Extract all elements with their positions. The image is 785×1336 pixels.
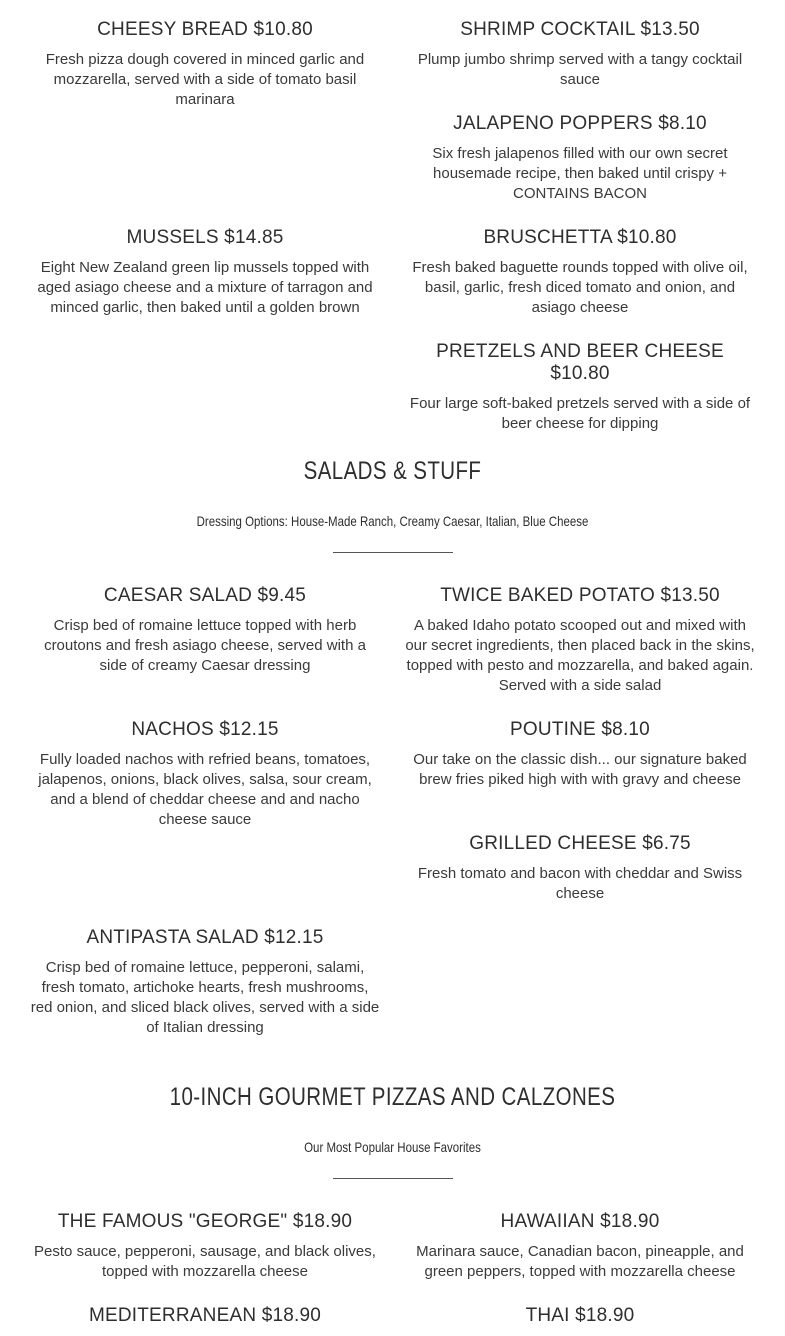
item-description: Crisp bed of romaine lettuce topped with herb croutons and fresh asiago cheese, served with a side of creamy Caesar dressing xyxy=(44,617,366,674)
menu-item-twice-baked-potato xyxy=(405,585,755,696)
item-title: HAWAIIAN $18.90 xyxy=(500,1211,660,1232)
menu-item-poutine xyxy=(405,719,755,790)
item-title: THAI $18.90 xyxy=(525,1305,635,1326)
item-description: A baked Idaho potato scooped out and mixed with our secret ingredients, then placed back in the skins, topped with pesto and mozzarella, and baked again. Served with a side salad xyxy=(405,617,755,694)
item-title: CAESAR SALAD $9.45 xyxy=(103,585,307,606)
item-title: TWICE BAKED POTATO $13.50 xyxy=(440,585,720,606)
item-title: CHEESY BREAD $10.80 xyxy=(97,19,313,40)
item-title: MEDITERRANEAN $18.90 xyxy=(88,1305,322,1326)
section-divider xyxy=(333,552,453,553)
menu-item-mediterranean-pizza xyxy=(30,1305,380,1327)
item-title: MUSSELS $14.85 xyxy=(126,227,284,248)
item-description: Fresh baked baguette rounds topped with olive oil, basil, garlic, fresh diced tomato and onion, and asiago cheese xyxy=(412,259,748,316)
item-description: Fresh pizza dough covered in minced garlic and mozzarella, served with a side of tomato basil marinara xyxy=(45,51,365,108)
item-description: Eight New Zealand green lip mussels topped with aged asiago cheese and a mixture of tarragon and minced garlic, then baked until a golden brown xyxy=(37,259,373,316)
menu-item-caesar-salad xyxy=(30,585,380,676)
item-description: Pesto sauce, pepperoni, sausage, and black olives, topped with mozzarella cheese xyxy=(34,1243,376,1280)
menu-item-jalapeno-poppers xyxy=(405,113,755,204)
menu-item-nachos xyxy=(30,719,380,830)
item-description: Fresh tomato and bacon with cheddar and Swiss cheese xyxy=(417,865,743,902)
item-description: Fully loaded nachos with refried beans, tomatoes, jalapenos, onions, black olives, salsa, sour cream, and a blend of cheddar cheese and and nacho cheese sauce xyxy=(38,751,372,828)
item-description: Marinara sauce, Canadian bacon, pineapple, and green peppers, topped with mozzarella cheese xyxy=(416,1243,744,1280)
menu-item-bruschetta xyxy=(405,227,755,318)
item-description: Our take on the classic dish... our signature baked brew fries piked high with with gravy and cheese xyxy=(413,751,747,788)
item-title: THE FAMOUS "GEORGE" $18.90 xyxy=(57,1211,353,1232)
section-title-pizzas: 10-INCH GOURMET PIZZAS AND CALZONES xyxy=(169,1083,616,1111)
menu-item-antipasta-salad xyxy=(30,927,380,1038)
menu-item-grilled-cheese xyxy=(405,833,755,904)
menu-item-shrimp-cocktail xyxy=(405,19,755,90)
item-description: Six fresh jalapenos filled with our own secret housemade recipe, then baked until crispy + CONTAINS BACON xyxy=(432,145,728,202)
item-title: PRETZELS AND BEER CHEESE $10.80 xyxy=(436,341,724,384)
item-title: SHRIMP COCKTAIL $13.50 xyxy=(460,19,700,40)
menu-item-mussels xyxy=(30,227,380,318)
menu-item-thai-pizza xyxy=(405,1305,755,1327)
item-title: GRILLED CHEESE $6.75 xyxy=(469,833,691,854)
item-title: BRUSCHETTA $10.80 xyxy=(483,227,677,248)
item-title: NACHOS $12.15 xyxy=(131,719,279,740)
item-description: Four large soft-baked pretzels served with a side of beer cheese for dipping xyxy=(409,395,751,432)
menu-item-cheesy-bread xyxy=(30,19,380,110)
section-subtitle-salads: Dressing Options: House-Made Ranch, Creamy Caesar, Italian, Blue Cheese xyxy=(196,513,589,529)
item-description: Plump jumbo shrimp served with a tangy cocktail sauce xyxy=(417,51,743,88)
item-description: Crisp bed of romaine lettuce, pepperoni, salami, fresh tomato, artichoke hearts, fresh mushrooms, red onion, and sliced black olives, served with a side of Italian dressing xyxy=(30,959,380,1036)
item-title: ANTIPASTA SALAD $12.15 xyxy=(86,927,324,948)
item-title: POUTINE $8.10 xyxy=(510,719,650,740)
item-title: JALAPENO POPPERS $8.10 xyxy=(453,113,707,134)
section-subtitle-pizzas: Our Most Popular House Favorites xyxy=(304,1139,481,1155)
menu-item-pretzels xyxy=(405,341,755,434)
section-divider xyxy=(333,1178,453,1179)
menu-item-george-pizza xyxy=(30,1211,380,1282)
section-title-salads: SALADS & STUFF xyxy=(303,457,482,485)
menu-item-hawaiian-pizza xyxy=(405,1211,755,1282)
